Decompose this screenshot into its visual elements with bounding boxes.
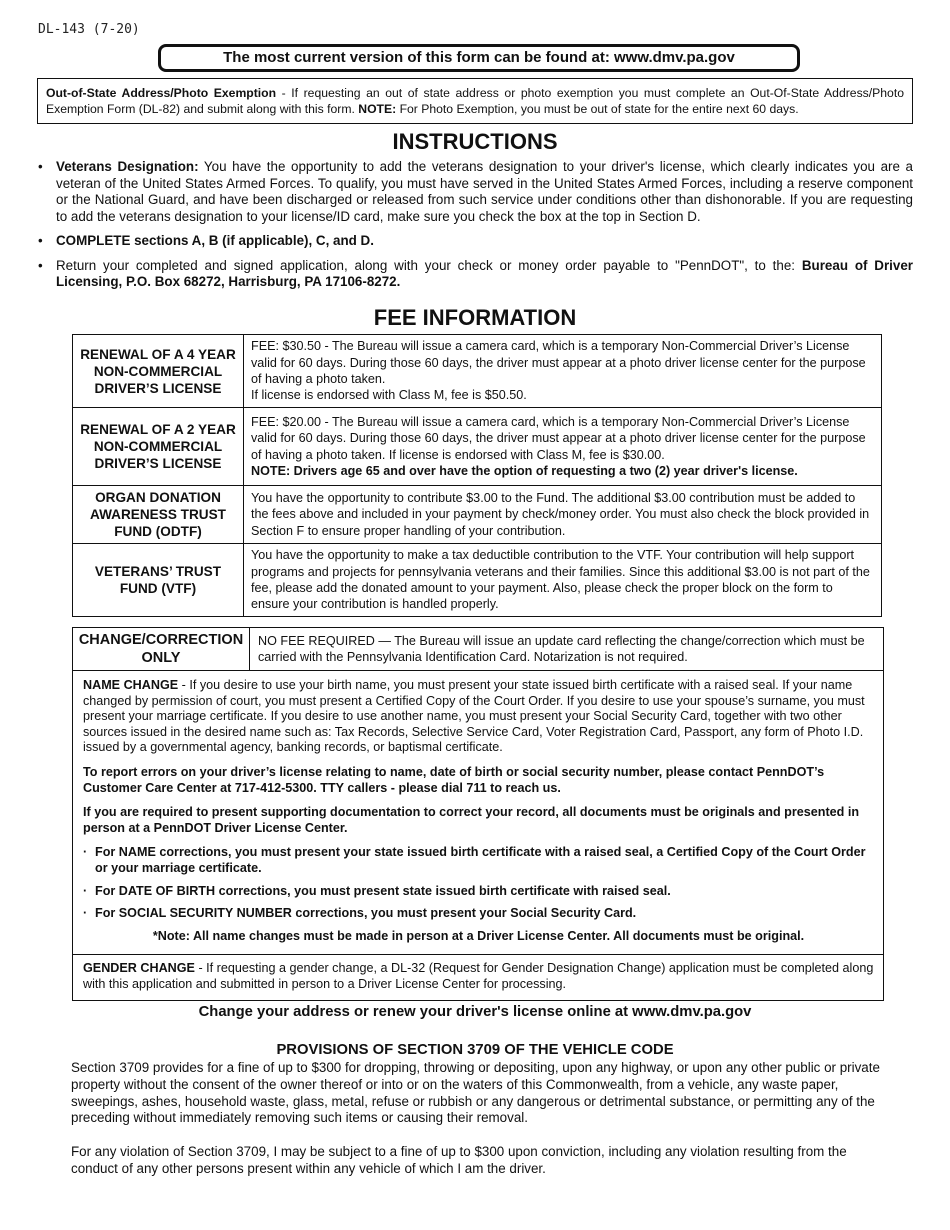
- fee-info-title: FEE INFORMATION: [373, 305, 577, 330]
- fee-label: ORGAN DONATION AWARENESS TRUST FUND (ODTF): [73, 486, 244, 544]
- bullet-icon: ·: [83, 883, 88, 898]
- change-correction-text: NO FEE REQUIRED — The Bureau will issue an update card reflecting the change/correction which must be carried with the Pennsylvania Identification Card. Notarization is not required.: [258, 634, 865, 664]
- gender-change-label: GENDER CHANGE: [83, 961, 195, 976]
- instruction-item: [38, 258, 913, 291]
- table-row: [73, 544, 882, 617]
- exemption-box: [37, 78, 913, 124]
- bullet-icon: •: [38, 159, 43, 174]
- fee-text: FEE: $30.50 - The Bureau will issue a camera card, which is a temporary Non-Commercial Driver’s License valid for 60 days. During those 60 days, the driver must appear at a photo driver license center for the purpose of having a photo taken.: [251, 339, 866, 386]
- documentation-text: If you are required to present supporting documentation to correct your record, all documents must be originals and presented in person at a PennDOT Driver License Center.: [83, 805, 860, 835]
- provisions-paragraph: For any violation of Section 3709, I may be subject to a fine of up to $300 upon conviction, including any violation resulting from the conduct of any other persons present within any vehicle of which I am the driver.: [71, 1144, 847, 1176]
- fee-label: RENEWAL OF A 4 YEAR NON-COMMERCIAL DRIVER’S LICENSE: [73, 335, 244, 408]
- name-change-text: - If you desire to use your birth name, you must present your state issued birth certificate with a raised seal. If your name changed by permission of court, you must present a Certified Copy of the Court Order. If you desire to use your spouse’s surname, you must present your marriage certificate. If you desire to use another name, you must present your Social Security Card, together with two other sources issued in the desired name such as: Tax Records, Selective Service Card, Voter Registration Card, Passport, any form of Photo I.D. issued by a governmental agency, banking records, or baptismal certificate.: [83, 678, 865, 755]
- instruction-item: [38, 233, 913, 250]
- fee-description: You have the opportunity to make a tax deductible contribution to the VTF. Your contribution will help support programs and projects for pennsylvania veterans and their families. Since this additional $3.00 is not part of the fee, please add the donated amount to your payment. Also, please check the proper block on the form to ensure your contribution is handled properly.: [244, 544, 882, 617]
- bullet-icon: ·: [83, 906, 88, 921]
- gender-change-section: [73, 955, 883, 999]
- fee-note: NOTE: Drivers age 65 and over have the option of requesting a two (2) year driver's license.: [251, 463, 798, 478]
- provisions-text: [71, 1060, 881, 1195]
- list-item-text: For SOCIAL SECURITY NUMBER corrections, you must present your Social Security Card.: [95, 906, 637, 921]
- table-row: [73, 486, 882, 544]
- fee-description: [244, 408, 882, 486]
- instruction-item: [38, 159, 913, 225]
- return-text: Return your completed and signed application, along with your check or money order payable to "PennDOT", to the:: [56, 257, 802, 273]
- veterans-label: Veterans Designation:: [56, 159, 199, 174]
- current-version-banner: The most current version of this form can be found at: www.dmv.pa.gov: [158, 44, 800, 72]
- table-row: [73, 335, 882, 408]
- fee-text: FEE: $20.00 - The Bureau will issue a camera card, which is a temporary Non-Commercial Driver’s License valid for 60 days. During those 60 days, the driver must appear at a photo driver license center for the purpose of having a photo taken. If license is endorsed with Class M, fee is $30.00.: [251, 414, 866, 462]
- gender-change-text: - If requesting a gender change, a DL-32 (Request for Gender Designation Change) application must be completed along with this application and submitted in person to a Driver License Center for processing.: [83, 961, 874, 991]
- fee-label: VETERANS’ TRUST FUND (VTF): [73, 544, 244, 617]
- exemption-text: - If requesting an out of state address or photo exemption you must complete an Out-Of-State Address/Photo Exemption Form (DL-82) and submit along with this form.: [46, 86, 904, 116]
- complete-sections-text: COMPLETE sections A, B (if applicable), C, and D.: [56, 233, 374, 248]
- bullet-icon: •: [38, 257, 43, 273]
- veterans-text: You have the opportunity to add the veterans designation to your driver's license, which clearly indicates you are a veteran of the United States Armed Forces. To qualify, you must have served in the United States Armed Forces, including a reserve component or the National Guard, and have been discharged or released from such service under conditions other than dishonorable. If you are requesting to add the veterans designation to your license/ID card, make sure you check the box at the top in Section D.: [56, 159, 914, 224]
- provisions-title: PROVISIONS OF SECTION 3709 OF THE VEHICLE CODE: [276, 1042, 674, 1058]
- form-code: DL-143 (7-20): [38, 22, 140, 37]
- fee-table: [72, 334, 882, 617]
- online-services-text: Change your address or renew your driver's license online at www.dmv.pa.gov: [198, 1004, 752, 1020]
- list-item-text: For NAME corrections, you must present your state issued birth certificate with a raised seal, a Certified Copy of the Court Order or your marriage certificate.: [95, 845, 866, 875]
- change-correction-label: CHANGE/CORRECTION ONLY: [73, 628, 250, 670]
- fee-description: You have the opportunity to contribute $3.00 to the Fund. The additional $3.00 contribution must be added to the fees above and included in your payment by check/money order. You must also check the block provided in Section F to ensure proper handling of your contribution.: [244, 486, 882, 544]
- instructions-list: [38, 159, 913, 299]
- provisions-paragraph: Section 3709 provides for a fine of up to $300 for dropping, throwing or depositing, upon any highway, or upon any other public or private property without the consent of the owner thereof or into or on the waters of this Commonwealth, from a vehicle, any waste paper, sweepings, ashes, household waste, glass, metal, refuse or rubbish or any dangerous or detrimental substance, or permitting any of the preceding without immediately removing such items or causing their removal.: [71, 1060, 880, 1126]
- list-item: [83, 906, 874, 922]
- exemption-note-text: For Photo Exemption, you must be out of state for the entire next 60 days.: [396, 102, 799, 116]
- exemption-title: Out-of-State Address/Photo Exemption: [46, 86, 277, 100]
- list-item: [83, 884, 874, 900]
- correction-details: [73, 671, 883, 955]
- bullet-icon: ·: [83, 845, 88, 860]
- bureau-address: Bureau of Driver Licensing, P.O. Box 68272, Harrisburg, PA 17106-8272.: [56, 257, 914, 289]
- bullet-icon: •: [38, 233, 43, 248]
- exemption-note-label: NOTE:: [358, 102, 397, 116]
- change-correction-box: [72, 627, 884, 1001]
- instructions-title: INSTRUCTIONS: [392, 129, 558, 154]
- fee-label: RENEWAL OF A 2 YEAR NON-COMMERCIAL DRIVER’S LICENSE: [73, 408, 244, 486]
- name-change-label: NAME CHANGE: [83, 678, 179, 692]
- fee-extra: If license is endorsed with Class M, fee is $50.50.: [251, 388, 527, 403]
- name-change-note: *Note: All name changes must be made in person at a Driver License Center. All documents must be original.: [152, 928, 805, 943]
- table-row: [73, 408, 882, 486]
- report-errors-text: To report errors on your driver’s license relating to name, date of birth or social security number, please contact PennDOT’s Customer Care Center at 717-412-5300. TTY callers - please dial 711 to reach us.: [83, 764, 825, 795]
- fee-description: [244, 335, 882, 408]
- list-item: [83, 845, 874, 876]
- list-item-text: For DATE OF BIRTH corrections, you must present state issued birth certificate with raised seal.: [95, 883, 671, 898]
